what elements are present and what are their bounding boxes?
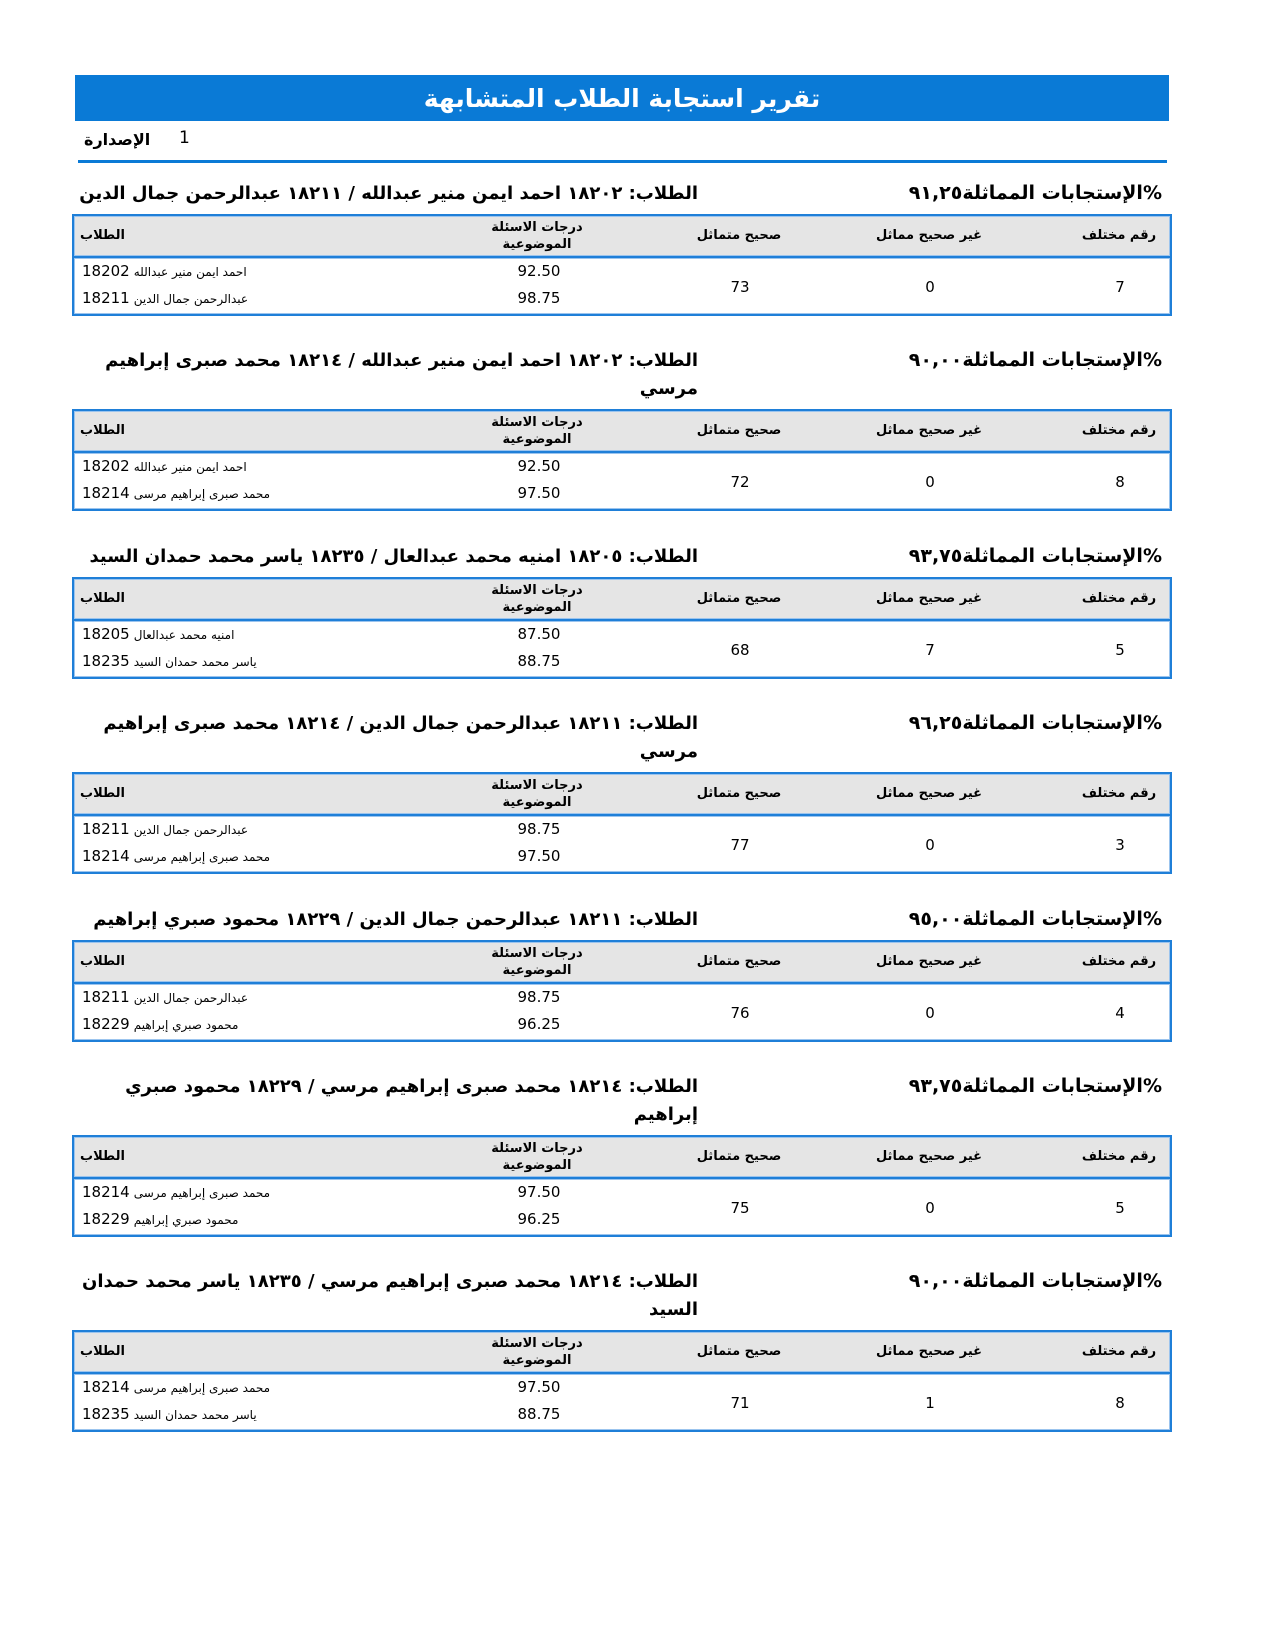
- student-name: محمد صبرى إبراهيم مرسى: [133, 850, 271, 864]
- table-body: [72, 1372, 1172, 1432]
- comparison-table: [72, 940, 1172, 1040]
- different-count: 5: [1115, 1199, 1125, 1217]
- student-id: 18235: [82, 652, 130, 670]
- header-different: رقم مختلف: [1081, 954, 1157, 969]
- student-name: محمود صبري إبراهيم: [133, 1213, 239, 1227]
- comparison-table: [72, 1330, 1172, 1430]
- student-entry: [82, 1378, 270, 1396]
- table-header: [72, 577, 1172, 621]
- version-value: 1: [179, 128, 190, 148]
- same-correct-count: 68: [730, 641, 750, 659]
- header-different: رقم مختلف: [1081, 591, 1157, 606]
- header-grades: درجات الاسئلة الموضوعية: [491, 583, 583, 615]
- student-grade: 88.75: [517, 1405, 561, 1423]
- same-correct-count: 72: [730, 473, 750, 491]
- same-wrong-count: 0: [925, 836, 935, 854]
- student-name: محمد صبرى إبراهيم مرسى: [133, 1186, 271, 1200]
- header-student: الطلاب: [80, 1344, 125, 1359]
- different-count: 5: [1115, 641, 1125, 659]
- pair-section: [72, 180, 1172, 314]
- header-student: الطلاب: [80, 423, 125, 438]
- student-id: 18214: [82, 1378, 130, 1396]
- student-entry: [82, 457, 247, 475]
- student-entry: [82, 625, 234, 643]
- student-entry: [82, 820, 248, 838]
- header-same-wrong: غير صحيح مماثل: [875, 954, 983, 969]
- student-entry: [82, 289, 248, 307]
- header-grades: درجات الاسئلة الموضوعية: [491, 778, 583, 810]
- similarity-percent: %الإستجابات المماثلة٩٣,٧٥: [908, 545, 1162, 567]
- table-body: [72, 1177, 1172, 1237]
- header-different: رقم مختلف: [1081, 423, 1157, 438]
- student-name: ياسر محمد حمدان السيد: [133, 1408, 257, 1422]
- pair-title: الطلاب: ١٨٢٠٥ امنيه محمد عبدالعال / ١٨٢٣٥ ياسر محمد حمدان السيد: [89, 546, 698, 567]
- student-entry: [82, 988, 248, 1006]
- student-entry: [82, 262, 247, 280]
- header-same-correct: صحيح متماثل: [696, 786, 782, 801]
- header-same-correct: صحيح متماثل: [696, 1344, 782, 1359]
- header-grades: درجات الاسئلة الموضوعية: [491, 415, 583, 447]
- version-label: الإصدارة: [84, 130, 151, 149]
- pair-title: الطلاب: ١٨٢٠٢ احمد ايمن منير عبدالله / ١٨٢١٤ محمد صبرى إبراهيم مرسي: [105, 350, 698, 399]
- table-body: [72, 814, 1172, 874]
- table-body: [72, 982, 1172, 1042]
- student-id: 18229: [82, 1210, 130, 1228]
- header-different: رقم مختلف: [1081, 1344, 1157, 1359]
- student-grade: 97.50: [517, 847, 561, 865]
- similarity-percent: %الإستجابات المماثلة٩٦,٢٥: [908, 712, 1162, 734]
- student-grade: 92.50: [517, 457, 561, 475]
- comparison-table: [72, 1135, 1172, 1235]
- student-id: 18229: [82, 1015, 130, 1033]
- similarity-percent: %الإستجابات المماثلة٩١,٢٥: [908, 182, 1162, 204]
- header-same-wrong: غير صحيح مماثل: [875, 1149, 983, 1164]
- same-correct-count: 75: [730, 1199, 750, 1217]
- student-entry: [82, 1015, 238, 1033]
- header-same-wrong: غير صحيح مماثل: [875, 591, 983, 606]
- student-id: 18214: [82, 847, 130, 865]
- student-grade: 98.75: [517, 988, 561, 1006]
- header-student: الطلاب: [80, 591, 125, 606]
- pair-section: [72, 347, 1172, 509]
- header-same-correct: صحيح متماثل: [696, 591, 782, 606]
- student-grade: 88.75: [517, 652, 561, 670]
- student-grade: 98.75: [517, 289, 561, 307]
- header-different: رقم مختلف: [1081, 786, 1157, 801]
- header-student: الطلاب: [80, 228, 125, 243]
- similarity-percent: %الإستجابات المماثلة٩٣,٧٥: [908, 1075, 1162, 1097]
- report-title: تقرير استجابة الطلاب المتشابهة: [75, 75, 1169, 121]
- student-id: 18202: [82, 457, 130, 475]
- different-count: 8: [1115, 1394, 1125, 1412]
- table-header: [72, 214, 1172, 258]
- similarity-percent: %الإستجابات المماثلة٩٠,٠٠: [908, 349, 1162, 371]
- pair-title: الطلاب: ١٨٢١٤ محمد صبرى إبراهيم مرسي / ١٨٢٣٥ ياسر محمد حمدان السيد: [81, 1271, 698, 1320]
- student-grade: 97.50: [517, 484, 561, 502]
- comparison-table: [72, 214, 1172, 314]
- version-info: [84, 128, 204, 152]
- student-name: محمود صبري إبراهيم: [133, 1018, 239, 1032]
- student-name: عبدالرحمن جمال الدين: [133, 991, 249, 1005]
- header-grades: درجات الاسئلة الموضوعية: [491, 220, 583, 252]
- comparison-table: [72, 409, 1172, 509]
- different-count: 4: [1115, 1004, 1125, 1022]
- student-entry: [82, 1405, 257, 1423]
- student-name: عبدالرحمن جمال الدين: [133, 823, 249, 837]
- student-name: محمد صبرى إبراهيم مرسى: [133, 487, 271, 501]
- table-header: [72, 940, 1172, 984]
- pair-title: الطلاب: ١٨٢١١ عبدالرحمن جمال الدين / ١٨٢١٤ محمد صبرى إبراهيم مرسي: [103, 713, 698, 762]
- student-grade: 92.50: [517, 262, 561, 280]
- student-id: 18214: [82, 484, 130, 502]
- table-header: [72, 409, 1172, 453]
- pair-section: [72, 1268, 1172, 1430]
- same-correct-count: 71: [730, 1394, 750, 1412]
- student-grade: 97.50: [517, 1183, 561, 1201]
- pair-title: الطلاب: ١٨٢١١ عبدالرحمن جمال الدين / ١٨٢٢٩ محمود صبري إبراهيم: [93, 909, 698, 930]
- same-wrong-count: 0: [925, 1004, 935, 1022]
- student-id: 18211: [82, 988, 130, 1006]
- pair-section: [72, 710, 1172, 872]
- different-count: 7: [1115, 278, 1125, 296]
- header-same-correct: صحيح متماثل: [696, 1149, 782, 1164]
- table-body: [72, 256, 1172, 316]
- pair-title: الطلاب: ١٨٢٠٢ احمد ايمن منير عبدالله / ١٨٢١١ عبدالرحمن جمال الدين: [79, 183, 698, 204]
- table-header: [72, 1135, 1172, 1179]
- same-wrong-count: 0: [925, 1199, 935, 1217]
- different-count: 3: [1115, 836, 1125, 854]
- table-header: [72, 772, 1172, 816]
- same-wrong-count: 0: [925, 473, 935, 491]
- header-same-wrong: غير صحيح مماثل: [875, 423, 983, 438]
- similarity-percent: %الإستجابات المماثلة٩٥,٠٠: [908, 908, 1162, 930]
- table-header: [72, 1330, 1172, 1374]
- table-body: [72, 619, 1172, 679]
- pair-title: الطلاب: ١٨٢١٤ محمد صبرى إبراهيم مرسي / ١٨٢٢٩ محمود صبري إبراهيم: [125, 1076, 698, 1125]
- student-entry: [82, 652, 257, 670]
- header-student: الطلاب: [80, 1149, 125, 1164]
- student-name: ياسر محمد حمدان السيد: [133, 655, 257, 669]
- same-correct-count: 76: [730, 1004, 750, 1022]
- header-different: رقم مختلف: [1081, 228, 1157, 243]
- student-name: عبدالرحمن جمال الدين: [133, 292, 249, 306]
- student-grade: 96.25: [517, 1015, 561, 1033]
- student-entry: [82, 847, 270, 865]
- student-id: 18214: [82, 1183, 130, 1201]
- student-id: 18205: [82, 625, 130, 643]
- pair-section: [72, 906, 1172, 1040]
- student-name: امنيه محمد عبدالعال: [133, 628, 235, 642]
- student-grade: 96.25: [517, 1210, 561, 1228]
- header-student: الطلاب: [80, 786, 125, 801]
- header-same-correct: صحيح متماثل: [696, 228, 782, 243]
- header-grades: درجات الاسئلة الموضوعية: [491, 1141, 583, 1173]
- student-entry: [82, 484, 270, 502]
- header-student: الطلاب: [80, 954, 125, 969]
- student-entry: [82, 1210, 238, 1228]
- header-grades: درجات الاسئلة الموضوعية: [491, 1336, 583, 1368]
- header-same-wrong: غير صحيح مماثل: [875, 786, 983, 801]
- header-grades: درجات الاسئلة الموضوعية: [491, 946, 583, 978]
- pair-section: [72, 1073, 1172, 1235]
- student-entry: [82, 1183, 270, 1201]
- same-wrong-count: 0: [925, 278, 935, 296]
- header-same-wrong: غير صحيح مماثل: [875, 1344, 983, 1359]
- header-same-correct: صحيح متماثل: [696, 954, 782, 969]
- same-wrong-count: 1: [925, 1394, 935, 1412]
- header-same-wrong: غير صحيح مماثل: [875, 228, 983, 243]
- student-name: احمد ايمن منير عبدالله: [133, 460, 247, 474]
- pair-section: [72, 543, 1172, 677]
- student-name: احمد ايمن منير عبدالله: [133, 265, 247, 279]
- comparison-table: [72, 577, 1172, 677]
- same-correct-count: 73: [730, 278, 750, 296]
- student-id: 18211: [82, 289, 130, 307]
- same-wrong-count: 7: [925, 641, 935, 659]
- same-correct-count: 77: [730, 836, 750, 854]
- student-name: محمد صبرى إبراهيم مرسى: [133, 1381, 271, 1395]
- header-divider: [78, 160, 1167, 163]
- table-body: [72, 451, 1172, 511]
- different-count: 8: [1115, 473, 1125, 491]
- student-grade: 98.75: [517, 820, 561, 838]
- student-grade: 87.50: [517, 625, 561, 643]
- student-grade: 97.50: [517, 1378, 561, 1396]
- comparison-table: [72, 772, 1172, 872]
- student-id: 18235: [82, 1405, 130, 1423]
- header-different: رقم مختلف: [1081, 1149, 1157, 1164]
- student-id: 18202: [82, 262, 130, 280]
- header-same-correct: صحيح متماثل: [696, 423, 782, 438]
- similarity-percent: %الإستجابات المماثلة٩٠,٠٠: [908, 1270, 1162, 1292]
- student-id: 18211: [82, 820, 130, 838]
